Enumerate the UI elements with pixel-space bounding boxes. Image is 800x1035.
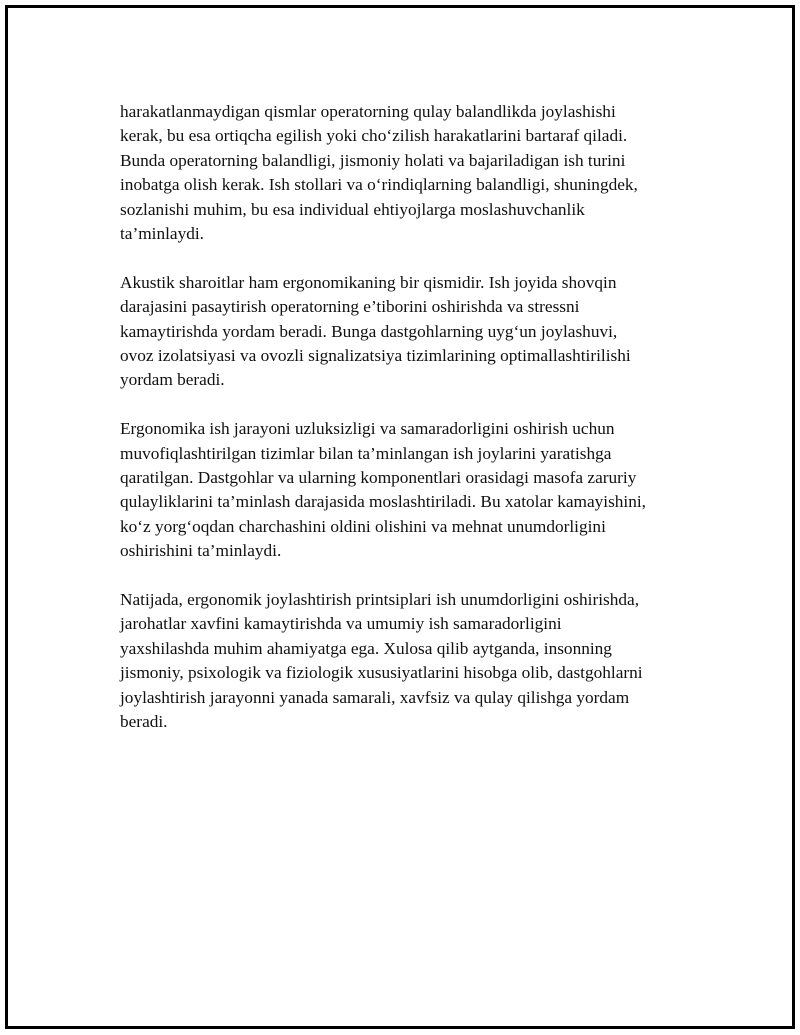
paragraph-ergonomic-height: harakatlanmaydigan qismlar operatorning qulay balandlikda joylashishi kerak, bu esa ortiqcha egilish yoki cho‘zilish harakatlarini bartaraf qiladi. Bunda operatorning balandligi, jismoniy holati va bajariladigan ish turini inobatga olish kerak. Ish stollari va o‘rindiqlarning balandligi, shuningdek, sozlanishi muhim, bu esa individual ehtiyojlarga moslashuvchanlik ta’minlaydi. bbox=[120, 102, 638, 244]
paragraph-workplace-efficiency: Ergonomika ish jarayoni uzluksizligi va samaradorligini oshirish uchun muvofiqlashtirilgan tizimlar bilan ta’minlangan ish joylarini yaratishga qaratilgan. Dastgohlar va ularning komponentlari orasidagi masofa zaruriy qulayliklarini ta’minlash darajasida moslashtiriladi. Bu xatolar kamayishini, ko‘z yorg‘oqdan charchashini oldini olishini va mehnat unumdorligini oshirishini ta’minlaydi. bbox=[120, 419, 646, 561]
paragraph-acoustic-conditions: Akustik sharoitlar ham ergonomikaning bir qismidir. Ish joyida shovqin darajasini pasaytirish operatorning e’tiborini oshirishda va stressni kamaytirishda yordam beradi. Bunga dastgohlarning uyg‘un joylashuvi, ovoz izolatsiyasi va ovozli signalizatsiya tizimlarining optimallashtirilishi yordam beradi. bbox=[120, 272, 631, 390]
document-body bbox=[120, 100, 700, 759]
page-border bbox=[5, 5, 795, 1029]
paragraph-conclusion: Natijada, ergonomik joylashtirish printsiplari ish unumdorligini oshirishda, jarohatlar xavfini kamaytirishda va umumiy ish samaradorligini yaxshilashda muhim ahamiyatga ega. Xulosa qilib aytganda, insonning jismoniy, psixologik va fiziologik xususiyatlarini hisobga olib, dastgohlarni joylashtirish jarayonni yanada samarali, xavfsiz va qulay qilishga yordam beradi. bbox=[120, 590, 643, 732]
